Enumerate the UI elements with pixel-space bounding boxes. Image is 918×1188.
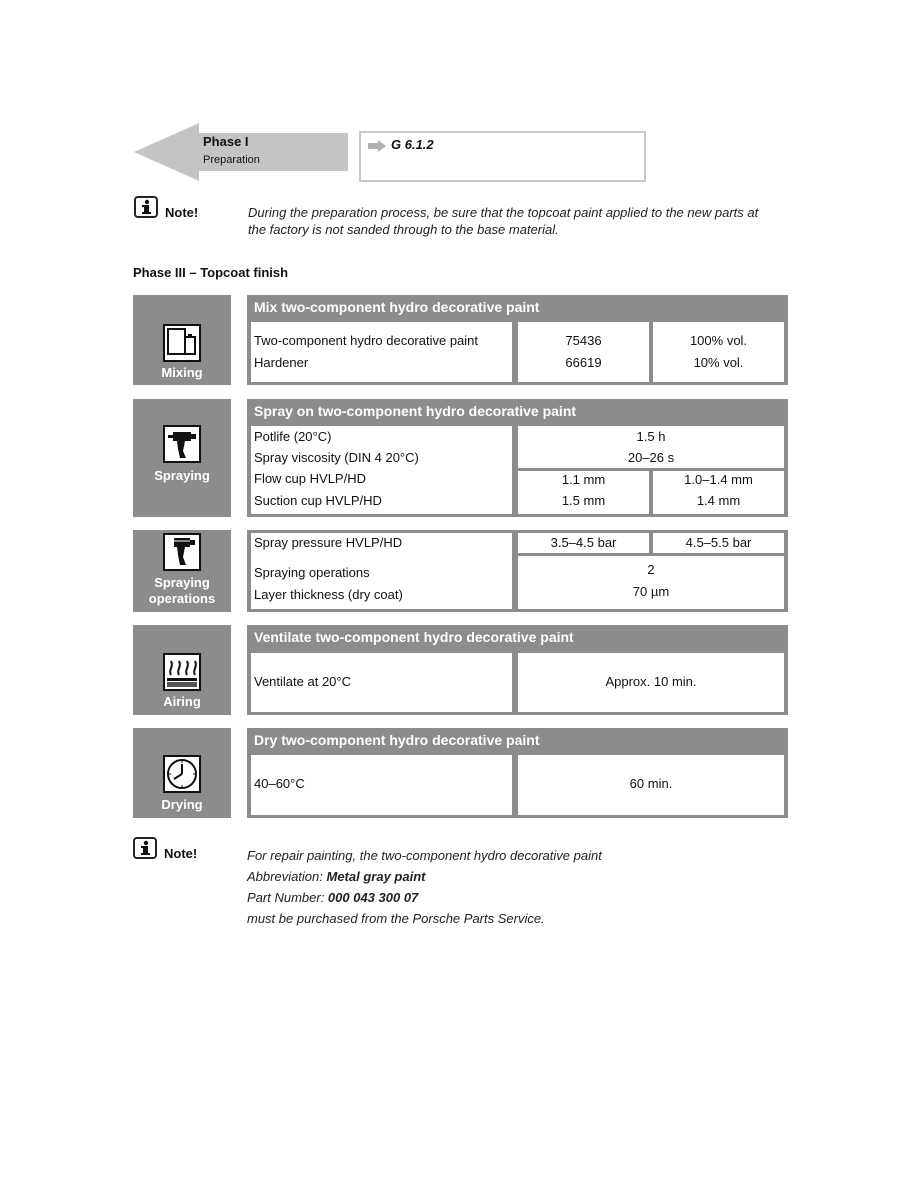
airing-step bbox=[133, 625, 788, 715]
row-name: Hardener bbox=[254, 355, 309, 370]
step-table bbox=[247, 399, 788, 517]
row-name: Flow cup HVLP/HD bbox=[254, 471, 366, 486]
row-value: 1.1 mm bbox=[561, 472, 606, 487]
step-label: Drying bbox=[161, 797, 203, 812]
row-name: Suction cup HVLP/HD bbox=[254, 493, 382, 508]
row-code: 75436 bbox=[565, 333, 602, 348]
part-number-prefix: Part Number: bbox=[247, 890, 328, 905]
step-side-panel bbox=[133, 625, 231, 715]
step-table bbox=[247, 295, 788, 385]
row-name: Potlife (20°C) bbox=[254, 429, 332, 444]
abbreviation-prefix: Abbreviation: bbox=[247, 869, 327, 884]
spraying-step bbox=[133, 399, 788, 517]
table-cell bbox=[251, 653, 512, 712]
reference-code: G 6.1.2 bbox=[391, 137, 434, 152]
note-text bbox=[248, 204, 758, 238]
section-heading: Phase III – Topcoat finish bbox=[133, 265, 289, 280]
step-side-panel bbox=[133, 728, 231, 818]
step-side-panel bbox=[133, 530, 231, 612]
row-value: 4.5–5.5 bar bbox=[685, 535, 752, 550]
phase-subtitle: Preparation bbox=[203, 154, 260, 166]
row-value: 1.5 h bbox=[636, 429, 666, 444]
phase-title: Phase I bbox=[203, 134, 249, 149]
table-cell bbox=[251, 322, 512, 382]
table-cell bbox=[518, 471, 649, 514]
note-line: During the preparation process, be sure that the topcoat paint applied to the new parts at bbox=[248, 205, 759, 220]
step-title: Dry two-component hydro decorative paint bbox=[254, 732, 540, 748]
table-cell bbox=[518, 653, 784, 712]
row-value: 2 bbox=[647, 562, 655, 577]
step-label: Spraying bbox=[154, 468, 210, 483]
info-icon bbox=[134, 196, 158, 218]
row-value: 20–26 s bbox=[627, 450, 675, 465]
spray-gun-icon bbox=[163, 425, 201, 463]
row-value: 60 min. bbox=[629, 776, 673, 791]
row-value: 3.5–4.5 bar bbox=[550, 535, 617, 550]
mixing-step bbox=[133, 295, 788, 385]
arrow-right-icon bbox=[368, 140, 386, 152]
airing-icon bbox=[163, 653, 201, 691]
row-name: 40–60°C bbox=[254, 776, 305, 791]
spraying-operations-step bbox=[133, 530, 788, 612]
note-line bbox=[247, 866, 602, 887]
row-name: Two-component hydro decorative paint bbox=[254, 333, 479, 348]
row-name: Spray pressure HVLP/HD bbox=[254, 535, 403, 550]
arrow-left-icon bbox=[134, 123, 348, 181]
step-table bbox=[247, 625, 788, 715]
info-icon bbox=[133, 837, 157, 859]
note-text bbox=[247, 845, 602, 929]
table-cell bbox=[518, 755, 784, 815]
row-value: 1.5 mm bbox=[561, 493, 606, 508]
step-side-panel bbox=[133, 399, 231, 517]
drying-step bbox=[133, 728, 788, 818]
row-code: 66619 bbox=[565, 355, 602, 370]
abbreviation-value: Metal gray paint bbox=[326, 869, 426, 884]
row-value: 1.4 mm bbox=[696, 493, 741, 508]
step-label: Airing bbox=[163, 694, 201, 709]
table-cell bbox=[518, 426, 784, 468]
note-line bbox=[247, 887, 602, 908]
step-label: Mixing bbox=[161, 365, 203, 380]
row-value: 1.0–1.4 mm bbox=[684, 472, 753, 487]
table-cell bbox=[653, 471, 784, 514]
note-line: the factory is not sanded through to the base material. bbox=[248, 222, 559, 237]
table-cell bbox=[653, 533, 784, 553]
note-label: Note! bbox=[165, 205, 199, 220]
table-cell bbox=[251, 755, 512, 815]
step-title: Ventilate two-component hydro decorative paint bbox=[254, 629, 574, 645]
table-cell bbox=[251, 533, 512, 609]
step-label: Spraying bbox=[154, 575, 210, 590]
step-table bbox=[247, 530, 788, 612]
mixing-icon bbox=[163, 324, 201, 362]
row-name: Spray viscosity (DIN 4 20°C) bbox=[254, 450, 419, 465]
reference-box bbox=[359, 131, 646, 182]
clock-icon bbox=[163, 755, 201, 793]
row-name: Spraying operations bbox=[254, 565, 370, 580]
table-cell bbox=[251, 426, 512, 514]
step-title: Mix two-component hydro decorative paint bbox=[254, 299, 540, 315]
note-line: must be purchased from the Porsche Parts Service. bbox=[247, 911, 545, 926]
step-side-panel bbox=[133, 295, 231, 385]
row-amount: 10% vol. bbox=[693, 355, 744, 370]
row-name: Ventilate at 20°C bbox=[254, 674, 351, 689]
table-cell bbox=[518, 556, 784, 609]
table-cell bbox=[653, 322, 784, 382]
row-amount: 100% vol. bbox=[689, 333, 748, 348]
step-table bbox=[247, 728, 788, 818]
row-value: Approx. 10 min. bbox=[605, 674, 697, 689]
row-name: Layer thickness (dry coat) bbox=[254, 587, 403, 602]
note-line: For repair painting, the two-component hydro decorative paint bbox=[247, 848, 602, 863]
note-label: Note! bbox=[164, 846, 198, 861]
step-label: operations bbox=[148, 591, 216, 606]
row-value: 70 µm bbox=[632, 584, 670, 599]
table-cell bbox=[518, 533, 649, 553]
spray-gun-icon bbox=[163, 533, 201, 571]
table-cell bbox=[518, 322, 649, 382]
part-number-value: 000 043 300 07 bbox=[327, 890, 419, 905]
step-title: Spray on two-component hydro decorative paint bbox=[254, 403, 577, 419]
